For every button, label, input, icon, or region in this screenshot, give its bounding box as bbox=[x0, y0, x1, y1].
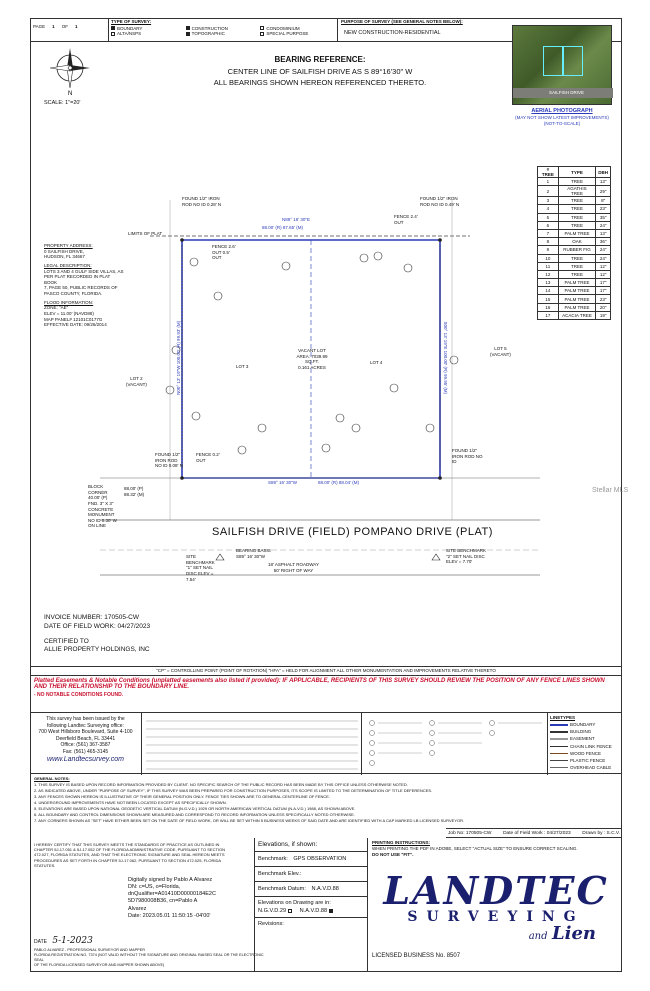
certified-to: ALLIE PROPERTY HOLDINGS, INC bbox=[44, 646, 150, 654]
tree-table-cell: 13" bbox=[596, 229, 611, 237]
survey-type-label: ALTA/NSPS bbox=[117, 31, 142, 37]
general-note-7: 7. ANY CORNERS SHOWN AS "SET" HAVE EITHER BEEN SET ON THE DATE OF FIELD WORK, OR WILL BE SET WITHIN 5 BUSINESS WEEKS OF SAID DATE AND ARE IDENTIFIED WITH A CAP MARKED LB LICENSED SURVEYOR. bbox=[34, 818, 465, 823]
tree-table-header: # TREE bbox=[538, 167, 559, 178]
tree-table-cell: TREE bbox=[558, 270, 596, 278]
center-bearing: BEARING BASIS S89° 16' 30"W bbox=[236, 548, 271, 559]
aerial-sub2: (NOT-TO-SCALE) bbox=[543, 120, 581, 126]
street-roadway: 18' ASPHALT ROADWAY bbox=[268, 562, 319, 567]
vacant-lot-title: VACANT LOT bbox=[298, 348, 326, 353]
purpose-title: PURPOSE OF SURVEY (SEE GENERAL NOTES BELOW): bbox=[341, 19, 463, 24]
fence-note-sw: FENCE 0.2' OUT bbox=[196, 452, 220, 463]
signature-dn-1: DN: c=US, o=Florida, bbox=[128, 884, 181, 891]
surveyor-line-2: FLORIDA REGISTRATION NO. 7374 (NOT VALID WITHOUT THE SIGNATURE AND ORIGINAL RAISED SEAL OR THE ELECTRONIC SEAL bbox=[34, 952, 264, 962]
signature-signed-by: Digitally signed by Pablo A Alvarez bbox=[128, 877, 213, 883]
tree-1-icon bbox=[190, 258, 198, 266]
tree-table-cell: OAK bbox=[558, 238, 596, 246]
survey-type-label: CONSTRUCTION bbox=[191, 25, 228, 31]
notes-bar bbox=[30, 666, 622, 700]
benchmark-label: Benchmark: bbox=[258, 856, 288, 862]
general-notes bbox=[34, 776, 474, 824]
street-name: SAILFISH DRIVE (FIELD) POMPANO DRIVE (PLAT) bbox=[212, 526, 493, 538]
lot-5-label bbox=[490, 346, 511, 357]
issuer-row bbox=[30, 712, 622, 774]
signature-date-value: 5-1-2023 bbox=[52, 936, 93, 946]
printing-line-1: WHEN PRINTING THE PDF IN ADOBE, SELECT "ACTUAL SIZE" TO ENSURE CORRECT SCALING. bbox=[372, 845, 578, 851]
tree-table-cell: AGATHIS TREE bbox=[558, 186, 596, 197]
tree-table-cell: 13 bbox=[538, 279, 559, 287]
easement-note: Platted Easements & Notable Conditions (unplatted easements also listed if provided): IF APPLICABLE, RECIPIENTS OF THIS SURVEY SHOULD REVIEW THE POSITION OF ANY FENCE LINES SHOWN AND THEIR RELATIONSHIP TO THE BOUNDARY LINE. bbox=[34, 677, 605, 690]
linetype-list bbox=[550, 722, 620, 770]
job-number: Job No: 170505-CW bbox=[448, 830, 492, 836]
legal-line-4: PASCO COUNTY, FLORIDA. bbox=[44, 291, 103, 296]
ngvd-option: N.G.V.D.29 bbox=[258, 908, 287, 914]
limits-of-plat-label: LIMITS OF PLAT bbox=[128, 231, 163, 236]
no-notable-note: - NO NOTABLE CONDITIONS FOUND. bbox=[34, 691, 124, 698]
linetype-item bbox=[550, 729, 620, 735]
lot-2-title: LOT 2 bbox=[130, 376, 143, 381]
tree-table-cell: PALM TREE bbox=[558, 279, 596, 287]
legal-line-3: 7, PAGE 50, PUBLIC RECORDS OF bbox=[44, 285, 118, 291]
tree-table-cell: 24" bbox=[596, 254, 611, 262]
aerial-sub: (MAY NOT SHOW LATEST IMPROVEMENTS) bbox=[515, 114, 609, 120]
tree-table-cell: PALM TREE bbox=[558, 295, 596, 303]
general-note-2: 2. AS INDICATED ABOVE, UNDER "PURPOSE OF SURVEY", IF THIS SURVEY WAS BEEN PREPARED FOR CONSTRUCTION PURPOSES, ITS SCOPE IS LIMITED TO THE DETERMINATION OF TITLE DEFERENCES. bbox=[34, 788, 433, 793]
left-side-dimension: N00° 13' 19"W 100.00' (R) 99.93' (M) bbox=[176, 320, 182, 395]
fence-note-nw: FENCE 2.6' OUT 0.5' OUT bbox=[212, 244, 236, 261]
tree-table-cell: RUBBER FIG bbox=[558, 246, 596, 254]
tree-4-icon bbox=[360, 254, 368, 262]
tree-table-cell: PALM TREE bbox=[558, 303, 596, 311]
legal-title: LEGAL DESCRIPTION: bbox=[44, 262, 92, 268]
right-side-dimension: S00° 13' 19"E 100.00' (R) 99.95' (M) bbox=[442, 321, 448, 395]
tree-table-cell: 8" bbox=[596, 197, 611, 205]
navd-checkbox[interactable] bbox=[329, 909, 333, 913]
tree-2-icon bbox=[282, 262, 290, 270]
linetype-label: CHAIN LINK FENCE bbox=[570, 743, 612, 749]
page-indicator: PAGE 1 OF 1 bbox=[33, 24, 78, 29]
landtec-logo bbox=[372, 868, 620, 958]
logo-surveying: SURVEYING bbox=[407, 909, 585, 925]
cp-note: "CP" = CONTROLLING POINT (POINT OF ROTATION) "HFA" = HELD FOR ALIGNMENT ALL OTHER MONUMENTATION AND IMPROVEMENTS RELATIVE THERETO bbox=[30, 667, 622, 676]
linetype-swatch bbox=[550, 731, 568, 732]
bm-elev-label: Benchmark Elev.: bbox=[258, 871, 302, 877]
tree-table-cell: 6 bbox=[538, 221, 559, 229]
lot-3-label: LOT 3 bbox=[236, 364, 249, 369]
tree-table-cell: TREE bbox=[558, 197, 596, 205]
survey-type-title: TYPE OF SURVEY: bbox=[111, 19, 152, 24]
linetype-legend bbox=[550, 715, 620, 771]
signature-dn-4: Alvarez bbox=[128, 905, 147, 912]
address-title: PROPERTY ADDRESS: bbox=[44, 243, 93, 248]
tree-table-cell: 3 bbox=[538, 197, 559, 205]
abbreviations-legend bbox=[142, 713, 362, 775]
benchmark-1-label: SITE BENCHMARK "1" SET NAIL DISC ELEV = 7.54' bbox=[186, 554, 215, 582]
tree-table-cell: 35" bbox=[596, 213, 611, 221]
aerial-label: AERIAL PHOTOGRAPH bbox=[531, 108, 593, 114]
certified-label: CERTIFIED TO bbox=[44, 637, 89, 645]
benchmark-row bbox=[255, 852, 367, 867]
surveyor-info bbox=[34, 948, 274, 968]
linetype-swatch bbox=[550, 738, 568, 739]
found-rod-se: FOUND 1/2" IRON ROD NO ID bbox=[452, 448, 483, 465]
linetype-item bbox=[550, 722, 620, 728]
invoice-field-date: DATE OF FIELD WORK: 04/27/2023 bbox=[44, 622, 151, 630]
bm-datum-value: N.A.V.D.88 bbox=[311, 886, 339, 892]
issuer-website[interactable]: www.Landtecsurvey.com bbox=[47, 756, 124, 763]
linetype-swatch bbox=[550, 724, 568, 725]
license-number: LICENSED BUSINESS No. 8507 bbox=[372, 953, 461, 959]
mls-watermark: Stellar MLS bbox=[592, 487, 629, 494]
symbols-legend bbox=[362, 713, 548, 775]
linetype-swatch bbox=[550, 753, 568, 754]
linetype-item bbox=[550, 751, 620, 757]
reference-distance: 88.00' (P) 88.32' (M) bbox=[124, 486, 145, 497]
linetype-swatch bbox=[550, 767, 568, 768]
tree-table-cell: 5 bbox=[538, 213, 559, 221]
issuer-line-5: Office: (561) 367-3587 bbox=[60, 742, 111, 748]
tree-table-cell: ACACIA TREE bbox=[558, 311, 596, 319]
lot-2-sub: (VACANT) bbox=[126, 381, 147, 387]
issuer-line-6: Fax: (561) 465-3145 bbox=[62, 748, 109, 755]
signature-dn-2: dnQualifier=A01410D00000184E2C bbox=[128, 891, 216, 898]
aerial-street-label: SAILFISH DRIVE bbox=[549, 90, 585, 95]
tree-5-icon bbox=[374, 252, 382, 260]
tree-table-cell: 17 bbox=[538, 311, 559, 319]
fence-note-ne: FENCE 2.4' OUT bbox=[394, 214, 418, 225]
printing-title: PRINTING INSTRUCTIONS: bbox=[372, 840, 430, 845]
logo-lien: Lien bbox=[551, 923, 596, 944]
tree-6-icon bbox=[404, 264, 412, 272]
surveyor-line-3: OF THE FLORIDA LICENSED SURVEYOR AND MAPPER SHOWN ABOVE) bbox=[34, 962, 165, 967]
linetype-label: PLASTIC FENCE bbox=[570, 757, 606, 763]
corner-ne-marker bbox=[438, 238, 442, 242]
flood-effective: EFFECTIVE DATE: 09/26/2014 bbox=[44, 322, 107, 328]
invoice-block bbox=[44, 614, 150, 655]
tree-table-cell: 9 bbox=[538, 246, 559, 254]
lot-5-title: LOT 5 bbox=[494, 346, 507, 351]
tree-table-cell: 16 bbox=[538, 303, 559, 311]
tree-table-cell: TREE bbox=[558, 262, 596, 270]
job-field-date: Date of Field Work : 04/27/2023 bbox=[503, 830, 571, 836]
tree-17-icon bbox=[322, 444, 330, 452]
tree-table-header: TYPE bbox=[558, 167, 596, 178]
linetype-item bbox=[550, 736, 620, 742]
general-note-6: 6. ALL BOUNDARY AND CONTROL DIMENSIONS SHOWN ARE MEASURED AND CORRESPOND TO RECORD INFORMATION UNLESS SPECIFICALLY NOTED OTHERWISE. bbox=[34, 812, 355, 817]
tree-table-cell: 20" bbox=[596, 303, 611, 311]
bottom-distance: 88.00' (R) 88.04' (M) bbox=[318, 480, 359, 485]
tree-table-cell: PALM TREE bbox=[558, 229, 596, 237]
tree-table-cell: 8 bbox=[538, 238, 559, 246]
tree-table-cell: PALM TREE bbox=[558, 287, 596, 295]
issuer-line-2: following Landtec Surveying office: bbox=[47, 722, 124, 729]
corner-sw-marker bbox=[180, 476, 184, 480]
printing-instructions bbox=[372, 840, 622, 858]
linetype-swatch bbox=[550, 760, 568, 761]
bm-datum-label: Benchmark Datum: bbox=[258, 886, 306, 892]
tree-table-cell: TREE bbox=[558, 213, 596, 221]
job-drawn-by: Drawn by : S.C.V. bbox=[582, 830, 620, 836]
signature-date-label: DATE bbox=[34, 939, 47, 945]
vacant-lot-area: AREA: 7039.99 SQ.FT. bbox=[296, 353, 328, 365]
revisions-label: Revisions: bbox=[258, 921, 284, 927]
issuer-line-3: 700 West Hillsboro Boulevard, Suite 4-100 bbox=[38, 729, 133, 735]
tree-table-cell: TREE bbox=[558, 254, 596, 262]
linetype-item bbox=[550, 765, 620, 771]
legal-line-1: LOTS 3 AND 4 GULF SIDE VILLAS, AS bbox=[44, 268, 124, 274]
linetype-swatch bbox=[550, 746, 568, 747]
street-description bbox=[268, 562, 319, 573]
tree-table-cell: 12" bbox=[596, 262, 611, 270]
bearing-ref-line1: CENTER LINE OF SAILFISH DRIVE AS S 89°16'30" W bbox=[227, 67, 413, 76]
scale-label: SCALE: 1"=20' bbox=[44, 100, 81, 106]
lot-4-label: LOT 4 bbox=[370, 360, 383, 365]
tree-table-cell: 7 bbox=[538, 229, 559, 237]
found-rod-nw: FOUND 1/2" IRON ROD NO ID 0.28' N bbox=[182, 196, 222, 207]
vacant-lot-acres: 0.161 ACRES bbox=[298, 364, 326, 370]
tree-table-cell: 2 bbox=[538, 186, 559, 197]
tree-table-cell: TREE bbox=[558, 205, 596, 213]
purpose-value: NEW CONSTRUCTION-RESIDENTIAL bbox=[344, 29, 441, 36]
tree-9-icon bbox=[192, 412, 200, 420]
bottom-bearing: S89° 16' 30"W bbox=[268, 480, 298, 485]
job-block bbox=[446, 828, 622, 838]
navd-option: N.A.V.D.88 bbox=[299, 908, 328, 914]
issuer-line-1: This survey has been issued by the bbox=[46, 716, 125, 722]
benchmark-2-icon bbox=[432, 554, 440, 560]
tree-13-icon bbox=[352, 424, 360, 432]
tree-3-icon bbox=[214, 292, 222, 300]
tree-table-cell: 1 bbox=[538, 178, 559, 186]
general-note-1: 1. THIS SURVEY IS BASED UPON RECORD INFORMATION PROVIDED BY CLIENT. NO SPECIFIC SEARCH OF THE PUBLIC RECORD HAS BEEN MADE BY THIS OFFICE UNLESS OTHERWISE NOTED. bbox=[34, 782, 408, 787]
linetype-label: BOUNDARY bbox=[570, 722, 596, 728]
elev-drawing-label: Elevations on Drawing are in: bbox=[258, 900, 331, 906]
general-note-5: 5. ELEVATIONS ARE BASED UPON NATIONAL GEODETIC VERTICAL DATUM (N.G.V.D.) 1929 OR NORTH AMERICAN VERTICAL DATUM (N.A.V.D.) 1988, AS SHOWN ABOVE. bbox=[34, 806, 356, 811]
legal-line-2: PER PLAT RECORDED IN PLAT BOOK bbox=[44, 274, 111, 285]
surveyor-line-1: PABLO ALVAREZ - PROFESSIONAL SURVEYOR AND MAPPER bbox=[34, 948, 145, 952]
tree-table-cell: 12 bbox=[538, 270, 559, 278]
tree-12-icon bbox=[336, 414, 344, 422]
tree-table-cell: 17" bbox=[596, 287, 611, 295]
tree-table-cell: 24" bbox=[596, 246, 611, 254]
signature-dn-3: 5D7980008B36, cn=Pablo A bbox=[128, 898, 198, 905]
issuer-line-4: Deerfield Beach, FL 33441 bbox=[55, 735, 116, 742]
bm-elev-row bbox=[255, 867, 367, 882]
tree-table-cell: 14 bbox=[538, 287, 559, 295]
tree-table-cell: 11 bbox=[538, 262, 559, 270]
tree-table-cell: 23" bbox=[596, 205, 611, 213]
tree-15-icon bbox=[426, 424, 434, 432]
signature-date bbox=[34, 936, 93, 946]
tree-table-cell: 19" bbox=[596, 311, 611, 319]
found-rod-ne: FOUND 1/2" IRON ROD NO ID 0.49' N bbox=[420, 196, 460, 207]
tree-table-cell: 23" bbox=[596, 295, 611, 303]
lot-5-sub: (VACANT) bbox=[490, 351, 511, 357]
linetype-label: OVERHEAD CABLE bbox=[570, 764, 612, 770]
tree-table-cell: 17" bbox=[596, 279, 611, 287]
survey-type-label: BOUNDARY bbox=[117, 25, 143, 31]
svg-text:N: N bbox=[68, 91, 73, 96]
top-bearing: N89° 16' 30"E bbox=[282, 217, 311, 222]
tree-table-cell: 10 bbox=[538, 254, 559, 262]
vacant-lot-label bbox=[290, 348, 334, 371]
printing-line-2: DO NOT USE "FIT". bbox=[372, 851, 414, 857]
tree-table-cell: 15 bbox=[538, 295, 559, 303]
flood-zone: ZONE: "AE" bbox=[44, 305, 69, 311]
tree-table-cell: 13" bbox=[596, 178, 611, 186]
logo-and-lien bbox=[372, 923, 620, 944]
ngvd-checkbox[interactable] bbox=[288, 909, 292, 913]
corner-nw-marker bbox=[180, 238, 184, 242]
tree-10-icon bbox=[238, 446, 246, 454]
general-note-3: 3. ANY FENCES SHOWN HEREON IS ILLUSTRATIVE OF THEIR GENERAL POSITION ONLY. FENCE TIES SHOWN ARE TO GENERAL CENTERLINE OF FENCE. bbox=[34, 794, 331, 799]
address-line-1: 0 SAILFISH DRIVE, bbox=[44, 248, 85, 254]
benchmark-2-label: SITE BENCHMARK "2" SET NAIL DISC ELEV = 7.70' bbox=[446, 548, 487, 565]
linetype-label: EASEMENT bbox=[570, 736, 595, 742]
tree-14-icon bbox=[390, 384, 398, 392]
linetype-item bbox=[550, 758, 620, 764]
survey-type-label: SPECIAL PURPOSE bbox=[266, 31, 309, 37]
tree-table-cell: 12" bbox=[596, 270, 611, 278]
tree-table-cell: TREE bbox=[558, 178, 596, 186]
certification-text: I HEREBY CERTIFY THAT THIS SURVEY MEETS THE STANDARDS OF PRACTICE AS OUTLINED IN CHAPTER 5J-17.051 & 5J-17.052 OF THE FLORIDA ADMINISTRATIVE CODE, PURSUANT TO SECTION 472.027, FLORIDA STATUTES, AND THAT THE ELECTRONIC SIGNATURE AND SEAL HEREON MEETS PROCEDURES AS SET FORTH IN CHAPTER 5J-17.062, PURSUANT TO SECTION 472.025, FLORIDA STATUTES. bbox=[34, 842, 226, 868]
block-corner-note: BLOCK CORNER 40.00' (P) FND. 3" X 3" CONCRETE MONUMENT NO ID 0.30' W ON LINE bbox=[88, 484, 117, 529]
tree-16-icon bbox=[450, 356, 458, 364]
street-row: 50' RIGHT OF WAY bbox=[273, 567, 314, 573]
corner-se-marker bbox=[438, 476, 442, 480]
elevations-block bbox=[254, 838, 368, 972]
address-line-2: HUDSON, FL 34667 bbox=[44, 254, 85, 260]
survey-type-label: TOPOGRAPHIC bbox=[191, 31, 225, 37]
bearing-ref-title: BEARING REFERENCE: bbox=[274, 55, 366, 64]
found-rod-sw: FOUND 1/2" IRON ROD NO ID 0.08' N bbox=[155, 452, 183, 469]
logo-landtec: LANDTEC bbox=[383, 868, 609, 913]
tree-table-cell: 36" bbox=[596, 238, 611, 246]
tree-table-cell: 4 bbox=[538, 205, 559, 213]
general-note-4: 4. UNDERGROUND IMPROVEMENTS HAVE NOT BEEN LOCATED EXCEPT AS SPECIFICALLY SHOWN. bbox=[34, 800, 227, 805]
linetype-label: BUILDING bbox=[570, 729, 592, 735]
general-notes-title: GENERAL NOTES: bbox=[34, 776, 70, 781]
top-distance: 88.00' (R) 87.65' (M) bbox=[262, 225, 303, 230]
flood-elev: ELEV = 11.00' (NAVD88) bbox=[44, 310, 94, 316]
bm-datum-row bbox=[255, 882, 367, 897]
issuer-block bbox=[30, 713, 142, 775]
tree-11-icon bbox=[258, 424, 266, 432]
signature-date-line: Date: 2023.05.01 11:50:15 -04'00' bbox=[128, 912, 211, 919]
linetype-item bbox=[550, 744, 620, 750]
lot-2-label bbox=[126, 376, 147, 387]
tree-table-cell: TREE bbox=[558, 221, 596, 229]
digital-signature bbox=[128, 877, 248, 920]
linetype-title: LINETYPES bbox=[550, 715, 576, 720]
survey-type-label: CONDOMINIUM bbox=[266, 25, 300, 31]
linetype-label: WOOD FENCE bbox=[570, 750, 601, 756]
bearing-ref-line2: ALL BEARINGS SHOWN HEREON REFERENCED THERETO. bbox=[213, 78, 427, 87]
elevations-title: Elevations, if shown: bbox=[255, 838, 367, 852]
tree-table-cell: 29" bbox=[596, 186, 611, 197]
tree-table-cell: 24" bbox=[596, 221, 611, 229]
flood-title: FLOOD INFORMATION: bbox=[44, 299, 94, 305]
benchmark-value: GPS OBSERVATION bbox=[293, 856, 347, 862]
elev-datum-choice bbox=[255, 907, 367, 918]
tree-table-header: DBH bbox=[596, 167, 611, 178]
flood-panel: MAP PANEL# 12101C0177G bbox=[44, 316, 103, 322]
invoice-number: INVOICE NUMBER: 170505-CW bbox=[44, 614, 139, 621]
logo-and: and bbox=[528, 931, 548, 942]
